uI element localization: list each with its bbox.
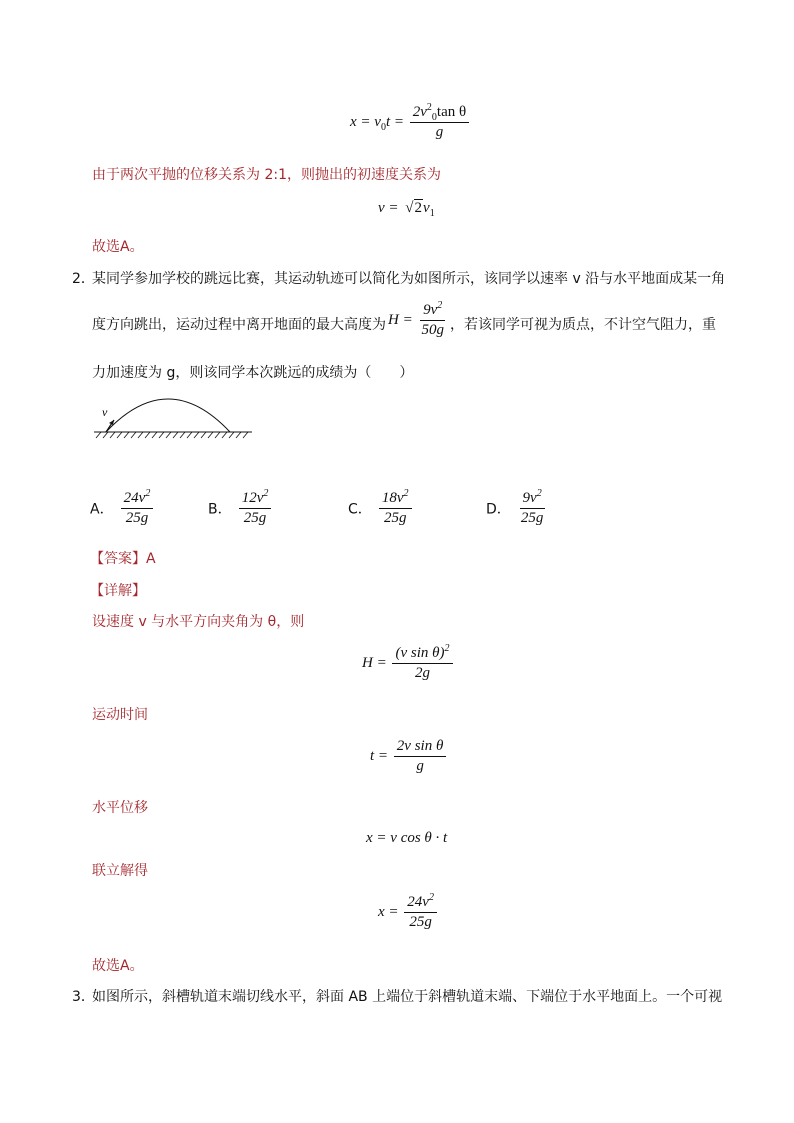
solution-step-3: 水平位移 <box>92 800 148 816</box>
sup: 2 <box>444 643 450 654</box>
trajectory-arc <box>106 399 230 432</box>
solution-eq-x: x = v cos θ · t <box>366 830 448 846</box>
equation-v-root2-v1 <box>378 200 435 217</box>
sqrt: √2 <box>405 200 423 216</box>
num: 9v <box>522 490 537 506</box>
num: 2v sin θ <box>394 738 447 757</box>
fraction <box>410 104 469 142</box>
den: 25g <box>243 510 267 527</box>
sup: 2 <box>263 488 269 499</box>
fraction <box>418 302 447 340</box>
den: 25g <box>383 510 407 527</box>
option-fraction <box>379 490 412 528</box>
den: g <box>416 758 424 775</box>
option-label: A． <box>90 501 114 518</box>
ground-hatching <box>96 432 248 438</box>
eq-lhs: x = <box>378 904 399 921</box>
sup: 2 <box>403 488 409 499</box>
eq-lhs: x = v <box>350 114 381 131</box>
question-number-3: 3． <box>72 989 95 1005</box>
solution-step-1: 设速度 v 与水平方向夹角为 θ，则 <box>92 614 305 630</box>
q3-stem-line1: 如图所示，斜槽轨道末端切线水平，斜面 AB 上端位于斜槽轨道末端、下端位于水平地面上。一个可视 <box>92 989 723 1005</box>
den: 25g <box>409 914 432 931</box>
q2-stem-line1: 某同学参加学校的跳远比赛，其运动轨迹可以简化为如图所示，该同学以速率 v 沿与水平地面成某一角 <box>92 271 726 287</box>
sqrt-radicand: 2 <box>414 200 423 216</box>
sup: 2 <box>536 488 542 499</box>
q2-stem-line2-post: ，若该同学可视为质点，不计空气阻力，重 <box>450 317 716 333</box>
solution-eq-H <box>362 645 455 683</box>
eq-sub: 0 <box>380 122 386 134</box>
eq-t: t = <box>385 114 404 131</box>
option-label: D． <box>486 501 511 518</box>
num: 24v <box>407 894 429 910</box>
eq2-sub: 1 <box>429 208 435 219</box>
num: 12v <box>241 490 264 506</box>
option-fraction <box>518 490 547 528</box>
question-number-2: 2． <box>72 271 95 287</box>
num: 18v <box>381 490 404 506</box>
den: 50g <box>421 322 444 339</box>
q2-stem-line3: 力加速度为 g，则该同学本次跳远的成绩为（ ） <box>92 365 414 381</box>
option-c[interactable] <box>348 490 414 528</box>
q2-stem-line2-pre: 度方向跳出，运动过程中离开地面的最大高度为 <box>92 317 386 333</box>
sup: 2 <box>428 892 434 903</box>
prev-conclusion: 故选A。 <box>92 239 144 255</box>
option-b[interactable] <box>208 490 273 528</box>
num: (v sin θ) <box>395 645 445 661</box>
prev-explanation-line: 由于两次平抛的位移关系为 2:1，则抛出的初速度关系为 <box>92 167 441 183</box>
eq-lhs: t = <box>370 748 389 765</box>
eq2-lhs: v = <box>378 200 399 216</box>
eq2-v: v <box>423 200 430 216</box>
trajectory-figure <box>92 392 254 442</box>
option-label: C． <box>348 501 372 518</box>
fraction <box>392 645 452 683</box>
sup: 2 <box>145 488 151 499</box>
solution-eq-t <box>370 738 448 776</box>
answer-label: 【答案】A <box>90 551 156 567</box>
option-fraction <box>121 490 154 528</box>
den: 2g <box>414 665 430 682</box>
H-lhs: H = <box>388 312 413 329</box>
fraction <box>404 894 437 932</box>
solution-step-4: 联立解得 <box>92 863 148 879</box>
option-d[interactable] <box>486 490 548 528</box>
detail-label: 【详解】 <box>90 583 146 599</box>
solution-step-2: 运动时间 <box>92 707 148 723</box>
num-post: tan θ <box>436 104 467 120</box>
den: g <box>435 124 444 141</box>
num: 24v <box>123 490 146 506</box>
figure-label-v: v <box>102 405 108 419</box>
num-sub: 0 <box>431 112 437 123</box>
q2-height-expression <box>388 302 449 340</box>
fraction <box>394 738 447 776</box>
option-a[interactable] <box>90 490 155 528</box>
option-fraction <box>239 490 272 528</box>
q2-conclusion: 故选A。 <box>92 958 144 974</box>
num: 9v <box>423 302 438 318</box>
num-pre: 2v <box>412 104 427 120</box>
eq-lhs: H = <box>362 655 387 672</box>
sup: 2 <box>437 300 443 311</box>
equation-x-v0t <box>350 104 471 142</box>
option-label: B． <box>208 501 232 518</box>
den: 25g <box>125 510 149 527</box>
den: 25g <box>520 510 544 527</box>
num-sup: 2 <box>426 102 432 113</box>
solution-eq-result <box>378 894 439 932</box>
